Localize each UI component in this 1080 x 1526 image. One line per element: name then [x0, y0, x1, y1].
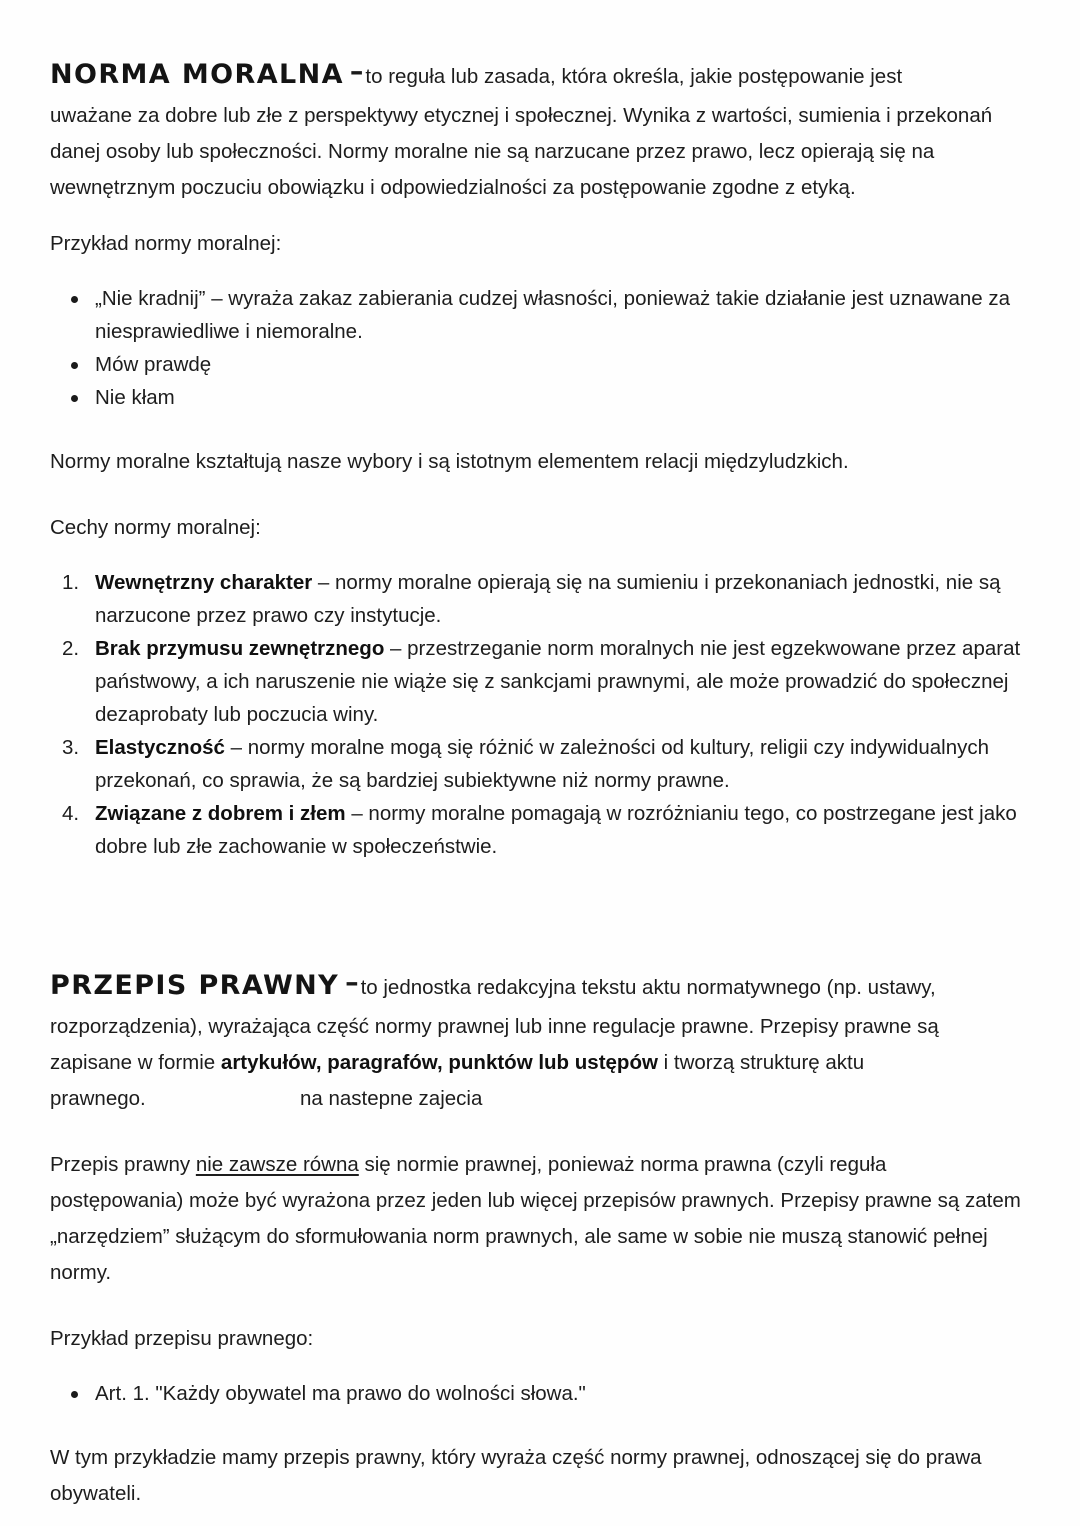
feature-term: Elastyczność	[95, 736, 225, 759]
feature-description: – normy moralne pomagają w rozróżnianiu tego, co postrzegane jest jako dobre lub złe zachowanie w społeczeństwie.	[95, 802, 1017, 858]
feature-term: Wewnętrzny charakter	[95, 571, 313, 594]
list-item-text: Mów prawdę	[95, 353, 212, 376]
intro-bold-terms: artykułów, paragrafów, punktów lub ustępów	[220, 1051, 658, 1074]
table-row	[50, 566, 1022, 632]
intro-paragraph-norma: uważane za dobre lub złe z perspektywy etycznej i społecznej. Wynika z wartości, sumienia i przekonań danej osoby lub społeczności. Normy moralne nie są narzucane przez prawo, lecz opierają się na wewnętrznym poczuciu obowiązku i odpowiedzialności za postępowanie zgodne z etyką.	[50, 104, 993, 199]
list-item	[50, 348, 1022, 381]
list-item	[50, 282, 1022, 348]
closing-paragraph-norma: Normy moralne kształtują nasze wybory i są istotnym elementem relacji międzyludzkich.	[50, 450, 849, 473]
spacer	[50, 414, 1022, 444]
spacer	[50, 546, 1022, 566]
feature-term: Brak przymusu zewnętrznego	[95, 637, 385, 660]
underlined-phrase: nie zawsze równa	[195, 1153, 359, 1176]
heading-lead-text: to reguła lub zasada, która określa, jakie postępowanie jest	[365, 65, 903, 88]
feature-description: – normy moralne opierają się na sumieniu i przekonaniach jednostki, nie są narzucone przez prawo czy instytucje.	[95, 571, 1001, 627]
spacer	[50, 480, 1022, 510]
heading-keyword: NORMA MORALNA	[50, 59, 344, 90]
heading-dash-icon: –	[345, 967, 359, 998]
handwritten-margin-note: na nastepne zajecia	[300, 1087, 483, 1110]
example-label-norma: Przykład normy moralnej:	[50, 232, 282, 255]
section-przepis-prawny	[50, 963, 1022, 1512]
heading-norma-moralna	[50, 52, 1022, 98]
margin-note-line	[50, 1081, 1022, 1117]
heading-keyword: PRZEPIS PRAWNY	[50, 970, 340, 1001]
section-norma-moralna	[50, 52, 1022, 863]
table-row	[50, 731, 1022, 797]
example-label-przepis: Przykład przepisu prawnego:	[50, 1327, 314, 1350]
explanation-paragraph-przepis	[50, 1147, 1022, 1291]
heading-dash-icon: –	[349, 56, 364, 87]
feature-description: – normy moralne mogą się różnić w zależności od kultury, religii czy indywidualnych przekonań, co sprawia, że są bardziej subiektywne niż normy prawne.	[95, 736, 990, 792]
spacer	[50, 262, 1022, 282]
spacer	[50, 206, 1022, 226]
list-item-text: „Nie kradnij” – wyraża zakaz zabierania cudzej własności, ponieważ takie działanie jest uznawane za niesprawiedliwe i niemoralne.	[95, 287, 1010, 343]
spacer	[50, 1117, 1022, 1147]
features-label-norma: Cechy normy moralnej:	[50, 516, 261, 539]
heading-lead-text: to jednostka redakcyjna tekstu aktu normatywnego (np. ustawy,	[360, 976, 936, 999]
intro-text-part-2: i tworzą strukturę aktu	[657, 1051, 865, 1074]
intro-paragraph-przepis	[50, 1009, 1022, 1081]
heading-przepis-prawny	[50, 963, 1022, 1009]
closing-paragraph-przepis: W tym przykładzie mamy przepis prawny, który wyraża część normy prawnej, odnoszącej się do prawa obywateli.	[50, 1446, 982, 1505]
table-row	[50, 632, 1022, 731]
spacer	[50, 1410, 1022, 1440]
list-item	[50, 1377, 1022, 1410]
spacer	[50, 1291, 1022, 1321]
intro-last-word: prawnego.	[50, 1087, 146, 1110]
intro-text-part-1: rozporządzenia), wyrażająca część normy prawnej lub inne regulacje prawne. Przepisy prawne są zapisane w formie	[50, 1015, 939, 1074]
list-item	[50, 381, 1022, 414]
section-spacer	[50, 863, 1022, 963]
explanation-part-2: się normie prawnej, ponieważ norma prawna (czyli reguła postępowania) może być wyrażona przez jeden lub więcej przepisów prawnych. Przepisy prawne są zatem „narzędziem” służącym do sformułowania norm prawnych, ale same w sobie nie muszą stanowić pełnej normy.	[50, 1153, 1021, 1284]
feature-term: Związane z dobrem i złem	[95, 802, 346, 825]
table-row	[50, 797, 1022, 863]
list-item-text: Art. 1. "Każdy obywatel ma prawo do wolności słowa."	[95, 1382, 586, 1405]
explanation-part-1: Przepis prawny	[50, 1153, 196, 1176]
spacer	[50, 1357, 1022, 1377]
features-numbered-list	[50, 566, 1022, 863]
feature-description: – przestrzeganie norm moralnych nie jest egzekwowane przez aparat państwowy, a ich naruszenie nie wiąże się z sankcjami prawnymi, ale może prowadzić do społecznej dezaprobaty lub poczucia winy.	[95, 637, 1021, 726]
example-bullet-list-norma	[50, 282, 1022, 414]
example-bullet-list-przepis	[50, 1377, 1022, 1410]
list-item-text: Nie kłam	[95, 386, 175, 409]
